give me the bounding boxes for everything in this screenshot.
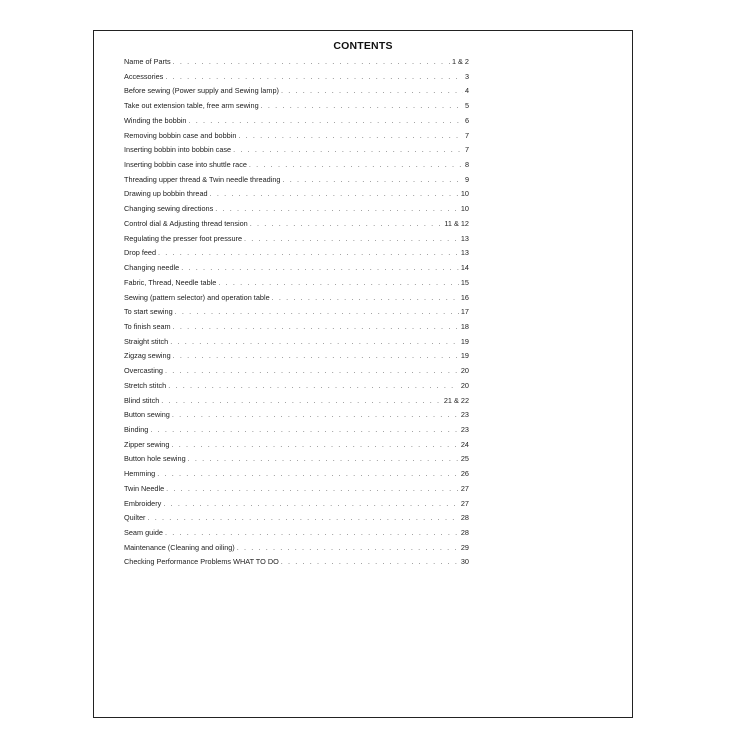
toc-entry-page-number: 5: [464, 101, 469, 111]
dot-leader: [165, 70, 463, 85]
toc-entry: [124, 467, 469, 482]
toc-entry-page-number: 26: [460, 469, 469, 479]
dot-leader: [244, 232, 459, 247]
toc-entry-label: Hemming: [124, 469, 156, 479]
toc-entry-page-number: 27: [460, 498, 469, 508]
toc-entry-page-number: 23: [460, 410, 469, 420]
toc-entry: [124, 291, 469, 306]
dot-leader: [163, 497, 459, 512]
toc-entry: [124, 158, 469, 173]
toc-entry-page-number: 21 & 22: [443, 395, 469, 405]
dot-leader: [272, 291, 459, 306]
toc-entry: [124, 482, 469, 497]
toc-entry-page-number: 13: [460, 233, 469, 243]
toc-entry: [124, 84, 469, 99]
toc-entry: [124, 202, 469, 217]
toc-entry: [124, 246, 469, 261]
toc-entry-page-number: 6: [464, 115, 469, 125]
dot-leader: [218, 276, 459, 291]
toc-entry-label: Threading upper thread & Twin needle threading: [124, 174, 281, 184]
toc-entry-label: Twin Needle: [124, 483, 165, 493]
dot-leader: [157, 467, 459, 482]
dot-leader: [158, 246, 459, 261]
dot-leader: [238, 129, 463, 144]
toc-entry-page-number: 16: [460, 292, 469, 302]
toc-entry-page-number: 25: [460, 454, 469, 464]
toc-entry-label: Fabric, Thread, Needle table: [124, 277, 217, 287]
dot-leader: [210, 187, 459, 202]
toc-entry-label: Regulating the presser foot pressure: [124, 233, 243, 243]
toc-entry: [124, 423, 469, 438]
toc-entry: [124, 335, 469, 350]
toc-entry-label: Accessories: [124, 71, 164, 81]
toc-entry: [124, 511, 469, 526]
toc-entry-page-number: 13: [460, 248, 469, 258]
toc-entry: [124, 364, 469, 379]
dot-leader: [233, 143, 463, 158]
toc-entry-label: Inserting bobbin case into shuttle race: [124, 160, 247, 170]
dot-leader: [165, 526, 459, 541]
dot-leader: [237, 541, 459, 556]
toc-entry-label: Take out extension table, free arm sewing: [124, 101, 259, 111]
dot-leader: [150, 423, 459, 438]
toc-entry-page-number: 7: [464, 145, 469, 155]
toc-entry-label: Winding the bobbin: [124, 115, 187, 125]
toc-entry-page-number: 20: [460, 380, 469, 390]
toc-entry-page-number: 19: [460, 351, 469, 361]
toc-entry: [124, 55, 469, 70]
toc-entry-page-number: 7: [464, 130, 469, 140]
toc-entry: [124, 173, 469, 188]
toc-entry-label: To start sewing: [124, 307, 173, 317]
toc-entry: [124, 408, 469, 423]
toc-entry-page-number: 4: [464, 86, 469, 96]
toc-entry-label: Straight stitch: [124, 336, 169, 346]
toc-entry-page-number: 17: [460, 307, 469, 317]
toc-entry-label: Removing bobbin case and bobbin: [124, 130, 237, 140]
dot-leader: [188, 452, 459, 467]
toc-entry-label: To finish seam: [124, 321, 171, 331]
dot-leader: [175, 305, 459, 320]
toc-entry-label: Changing sewing directions: [124, 204, 214, 214]
dot-leader: [165, 364, 459, 379]
toc-entry-label: Blind stitch: [124, 395, 160, 405]
toc-entry-page-number: 29: [460, 542, 469, 552]
toc-entry: [124, 438, 469, 453]
toc-entry-label: Control dial & Adjusting thread tension: [124, 218, 248, 228]
dot-leader: [173, 55, 450, 70]
dot-leader: [170, 335, 459, 350]
toc-entry: [124, 70, 469, 85]
toc-entry-page-number: 10: [460, 189, 469, 199]
toc-entry-page-number: 1 & 2: [451, 57, 469, 66]
dot-leader: [282, 173, 462, 188]
toc-entry: [124, 305, 469, 320]
toc-entry: [124, 261, 469, 276]
dot-leader: [281, 84, 463, 99]
toc-entry-page-number: 27: [460, 483, 469, 493]
dot-leader: [173, 349, 459, 364]
toc-entry-page-number: 20: [460, 366, 469, 376]
toc-entry-label: Binding: [124, 424, 149, 434]
toc-entry-page-number: 30: [460, 557, 469, 567]
toc-entry-page-number: 11 & 12: [444, 218, 469, 228]
toc-entry: [124, 143, 469, 158]
dot-leader: [261, 99, 463, 114]
toc-entry-label: Embroidery: [124, 498, 162, 508]
dot-leader: [166, 482, 459, 497]
toc-entry: [124, 217, 469, 232]
toc-entry-page-number: 14: [460, 263, 469, 273]
toc-entry: [124, 555, 469, 570]
toc-entry: [124, 349, 469, 364]
dot-leader: [250, 217, 443, 232]
toc-entry-page-number: 8: [464, 160, 469, 170]
dot-leader: [172, 408, 459, 423]
toc-entry-label: Seam guide: [124, 528, 163, 537]
toc-entry-page-number: 19: [460, 336, 469, 346]
toc-entry-label: Before sewing (Power supply and Sewing lamp): [124, 86, 279, 96]
toc-entry: [124, 497, 469, 512]
dot-leader: [215, 202, 459, 217]
toc-entry-label: Overcasting: [124, 366, 163, 376]
toc-entry-label: Stretch stitch: [124, 380, 167, 390]
dot-leader: [148, 511, 459, 526]
toc-entry-label: Quilter: [124, 513, 146, 523]
toc-entry: [124, 276, 469, 291]
toc-entry-label: Zigzag sewing: [124, 351, 171, 361]
toc-entry-page-number: 15: [460, 277, 469, 287]
toc-entry: [124, 99, 469, 114]
toc-entry: [124, 320, 469, 335]
toc-entry-label: Changing needle: [124, 263, 180, 273]
toc-entry: [124, 114, 469, 129]
dot-leader: [249, 158, 463, 173]
toc-entry: [124, 526, 469, 541]
dot-leader: [181, 261, 459, 276]
toc-entry-page-number: 24: [460, 439, 469, 449]
toc-entry-page-number: 9: [464, 174, 469, 184]
document-page: [93, 30, 633, 718]
dot-leader: [188, 114, 462, 129]
toc-entry-page-number: 28: [460, 513, 469, 523]
dot-leader: [161, 394, 442, 409]
toc-entry: [124, 187, 469, 202]
toc-entry-label: Name of Parts: [124, 57, 171, 66]
toc-entry-label: Button hole sewing: [124, 454, 186, 464]
toc-entry-page-number: 18: [460, 321, 469, 331]
toc-entry-label: Button sewing: [124, 410, 170, 420]
toc-entry-page-number: 10: [460, 204, 469, 214]
table-of-contents: [124, 55, 469, 570]
toc-entry-label: Zipper sewing: [124, 439, 170, 449]
toc-entry-label: Inserting bobbin into bobbin case: [124, 145, 232, 155]
dot-leader: [173, 320, 459, 335]
page-title: CONTENTS: [333, 40, 393, 52]
toc-entry-label: Sewing (pattern selector) and operation table: [124, 292, 270, 302]
dot-leader: [168, 379, 459, 394]
toc-entry-label: Checking Performance Problems WHAT TO DO: [124, 557, 279, 567]
toc-entry: [124, 232, 469, 247]
toc-entry-page-number: 3: [464, 71, 469, 81]
toc-entry: [124, 394, 469, 409]
toc-entry-label: Maintenance (Cleaning and oiling): [124, 542, 235, 552]
toc-entry: [124, 379, 469, 394]
toc-entry: [124, 452, 469, 467]
dot-leader: [171, 438, 458, 453]
dot-leader: [281, 555, 459, 570]
toc-entry: [124, 129, 469, 144]
toc-entry: [124, 541, 469, 556]
toc-entry-label: Drawing up bobbin thread: [124, 189, 208, 199]
toc-entry-page-number: 28: [460, 528, 469, 537]
toc-entry-label: Drop feed: [124, 248, 157, 258]
toc-entry-page-number: 23: [460, 424, 469, 434]
